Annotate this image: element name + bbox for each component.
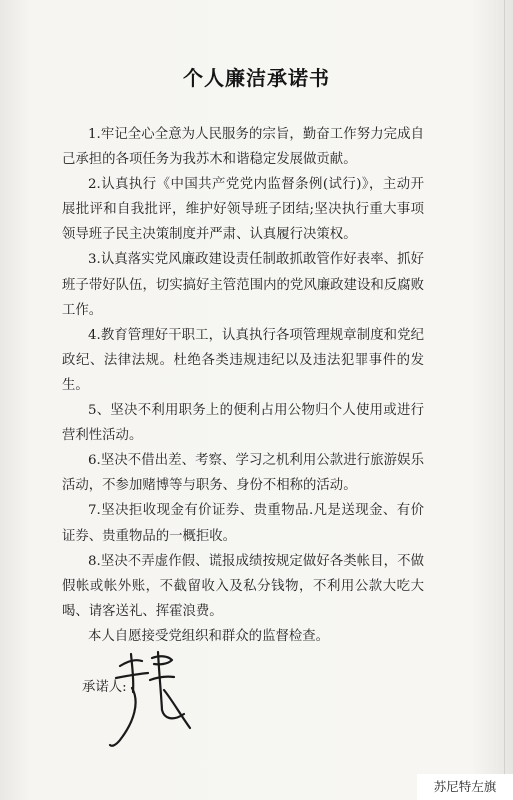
paragraph-5: 5、坚决不利用职务上的便利占用公物归个人使用或进行营利性活动。	[62, 403, 424, 444]
paragraph-2: 2.认真执行《中国共产党党内监督条例(试行)》，主动开展批评和自我批评，维护好领导班子团结;坚决执行重大事项领导班子民主决策制度并严肃、认真履行决策权。	[62, 177, 424, 243]
watermark-label: 苏尼特左旗	[417, 774, 513, 800]
paragraph-7: 7.坚决拒收现金有价证券、贵重物品.凡是送现金、有价证券、贵重物品的一概拒收。	[62, 503, 424, 544]
paragraph-3: 3.认真落实党风廉政建设责任制敢抓敢管作好表率、抓好班子带好队伍，切实搞好主管范围内的党风廉政建设和反腐败工作。	[62, 252, 424, 318]
page-edge-divider	[504, 0, 505, 800]
paragraph-6: 6.坚决不借出差、考察、学习之机利用公款进行旅游娱乐活动，不参加赌博等与职务、身份不相称的活动。	[62, 453, 424, 494]
paragraph-4: 4.教育管理好干职工，认真执行各项管理规章制度和党纪政纪、法律法规。杜绝各类违规违纪以及违法犯罪事件的发生。	[62, 327, 424, 393]
signer-label: 承诺人:	[82, 680, 127, 695]
closing-statement: 本人自愿接受党组织和群众的监督检查。	[88, 628, 330, 644]
document-body	[62, 122, 424, 649]
paragraph-1: 1.牢记全心全意为人民服务的宗旨，勤奋工作努力完成自己承担的各项任务为我苏木和谐稳定发展做贡献。	[62, 127, 424, 168]
document-title: 个人廉洁承诺书	[183, 66, 330, 90]
handwritten-signature	[98, 644, 208, 754]
paragraph-8: 8.坚决不弄虚作假、谎报成绩按规定做好各类帐目，不做假帐或帐外账，不截留收入及私分钱物，不利用公款大吃大喝、请客送礼、挥霍浪费。	[62, 553, 424, 619]
